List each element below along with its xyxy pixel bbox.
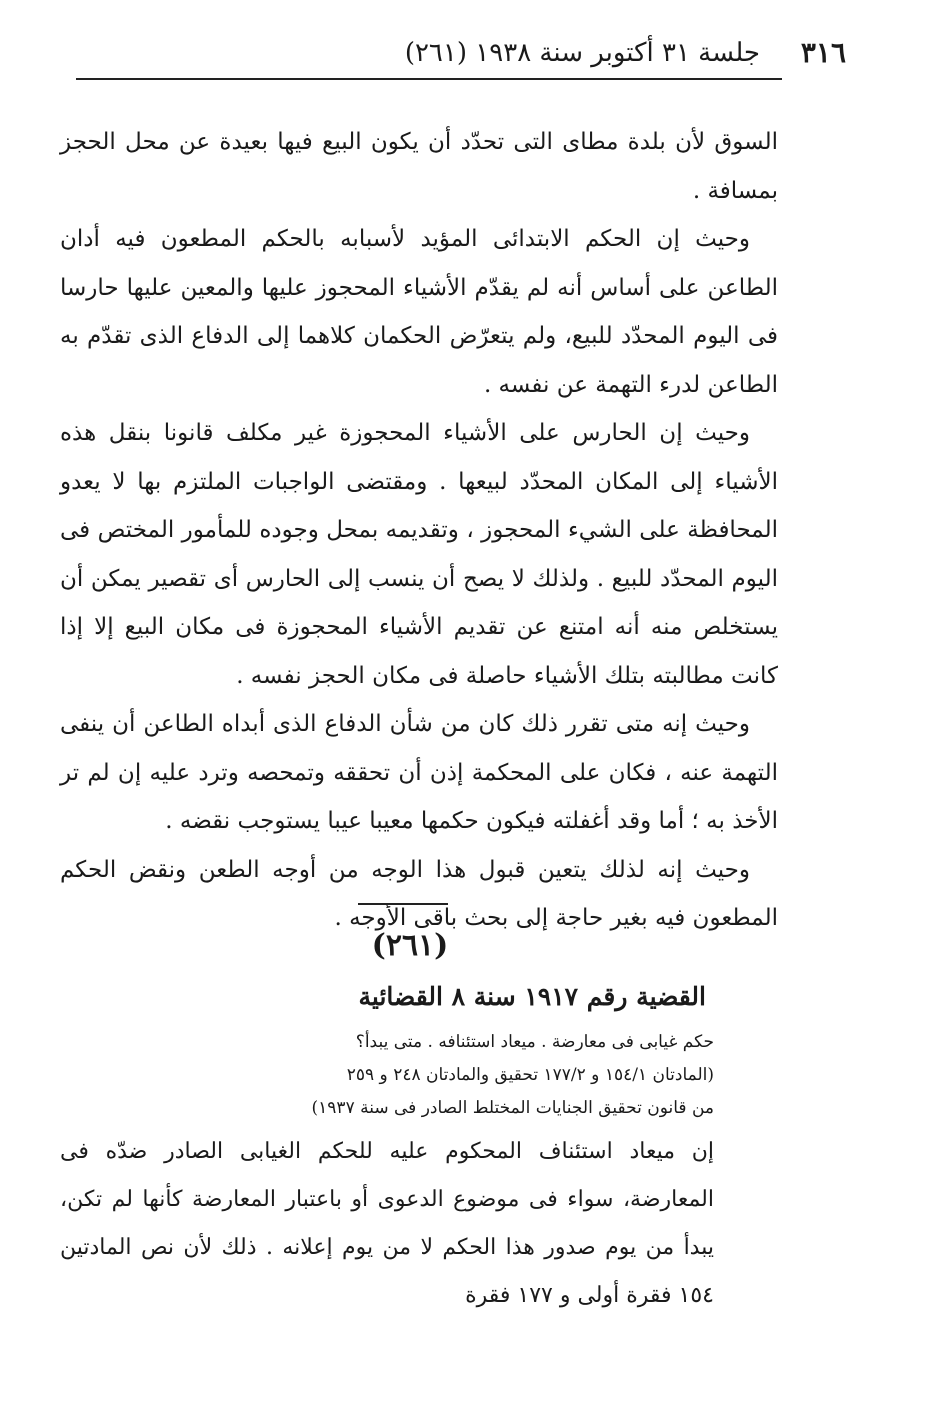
page-header <box>76 36 846 80</box>
case-number: (٢٦١) <box>371 928 449 963</box>
page-number: ٣١٦ <box>800 36 846 69</box>
summary-paragraph: إن ميعاد استئناف المحكوم عليه للحكم الغيابى الصادر ضدّه فى المعارضة، سواء فى موضوع الدعوى أو باعتبار المعارضة كأنها لم تكن، يبدأ من يوم صدور هذا الحكم لا من يوم إعلانه . ذلك لأن نص المادتين ١٥٤ فقرة أولى و ١٧٧ فقرة <box>60 1139 714 1308</box>
case-reference: القضية رقم ١٩١٧ سنة ٨ القضائية <box>358 982 706 1011</box>
running-title: جلسة ٣١ أكتوبر سنة ١٩٣٨ (٢٦١) <box>404 38 760 68</box>
paragraph-1: السوق لأن بلدة مطاى التى تحدّد أن يكون البيع فيها بعيدة عن محل الحجز بمسافة . <box>60 129 778 204</box>
section-divider <box>358 903 448 905</box>
paragraph-3: وحيث إن الحارس على الأشياء المحجوزة غير مكلف قانونا بنقل هذه الأشياء إلى المكان المحدّد لبيعها . ومقتضى الواجبات الملتزم بها لا يعدو المحافظة على الشيء المحجوز ، وتقديمه بمحل وجوده للمأمور المختص فى اليوم المحدّد للبيع . ولذلك لا يصح أن ينسب إلى الحارس أى تقصير يمكن أن يستخلص منه أنه امتنع عن تقديم الأشياء المحجوزة فى مكان البيع إلا إذا كانت مطالبته بتلك الأشياء حاصلة فى مكان الحجز نفسه . <box>60 420 778 689</box>
case-summary <box>60 1128 714 1320</box>
body-text <box>60 118 778 943</box>
case-topic: حكم غيابى فى معارضة . ميعاد استئنافه . متى يبدأ؟ <box>355 1032 714 1052</box>
paragraph-4: وحيث إنه متى تقرر ذلك كان من شأن الدفاع الذى أبداه الطاعن أن ينفى التهمة عنه ، فكان على المحكمة إذن أن تحققه وتمحصه وترد عليه إن لم تر الأخذ به ؛ أما وقد أغفلته فيكون حكمها معيبا عيبا يستوجب نقضه . <box>60 711 778 834</box>
paragraph-2: وحيث إن الحكم الابتدائى المؤيد لأسبابه بالحكم المطعون فيه أدان الطاعن على أساس أنه لم يقدّم الأشياء المحجوز عليها والمعين عليها حارسا فى اليوم المحدّد للبيع، ولم يتعرّض الحكمان كلاهما إلى الدفاع الذى تقدّم به الطاعن لدرء التهمة عن نفسه . <box>60 226 778 398</box>
case-topic-block <box>64 1026 714 1125</box>
articles-line-2: من قانون تحقيق الجنايات المختلط الصادر فى سنة ١٩٣٧) <box>311 1098 714 1118</box>
header-rule <box>76 78 782 80</box>
articles-line-1: (المادتان ١٥٤/١ و ١٧٧/٢ تحقيق والمادتان ٢٤٨ و ٢٥٩ <box>346 1065 714 1085</box>
paragraph-5: وحيث إنه لذلك يتعين قبول هذا الوجه من أوجه الطعن ونقض الحكم المطعون فيه بغير حاجة إلى بحث باقى الأوجه . <box>60 856 778 931</box>
